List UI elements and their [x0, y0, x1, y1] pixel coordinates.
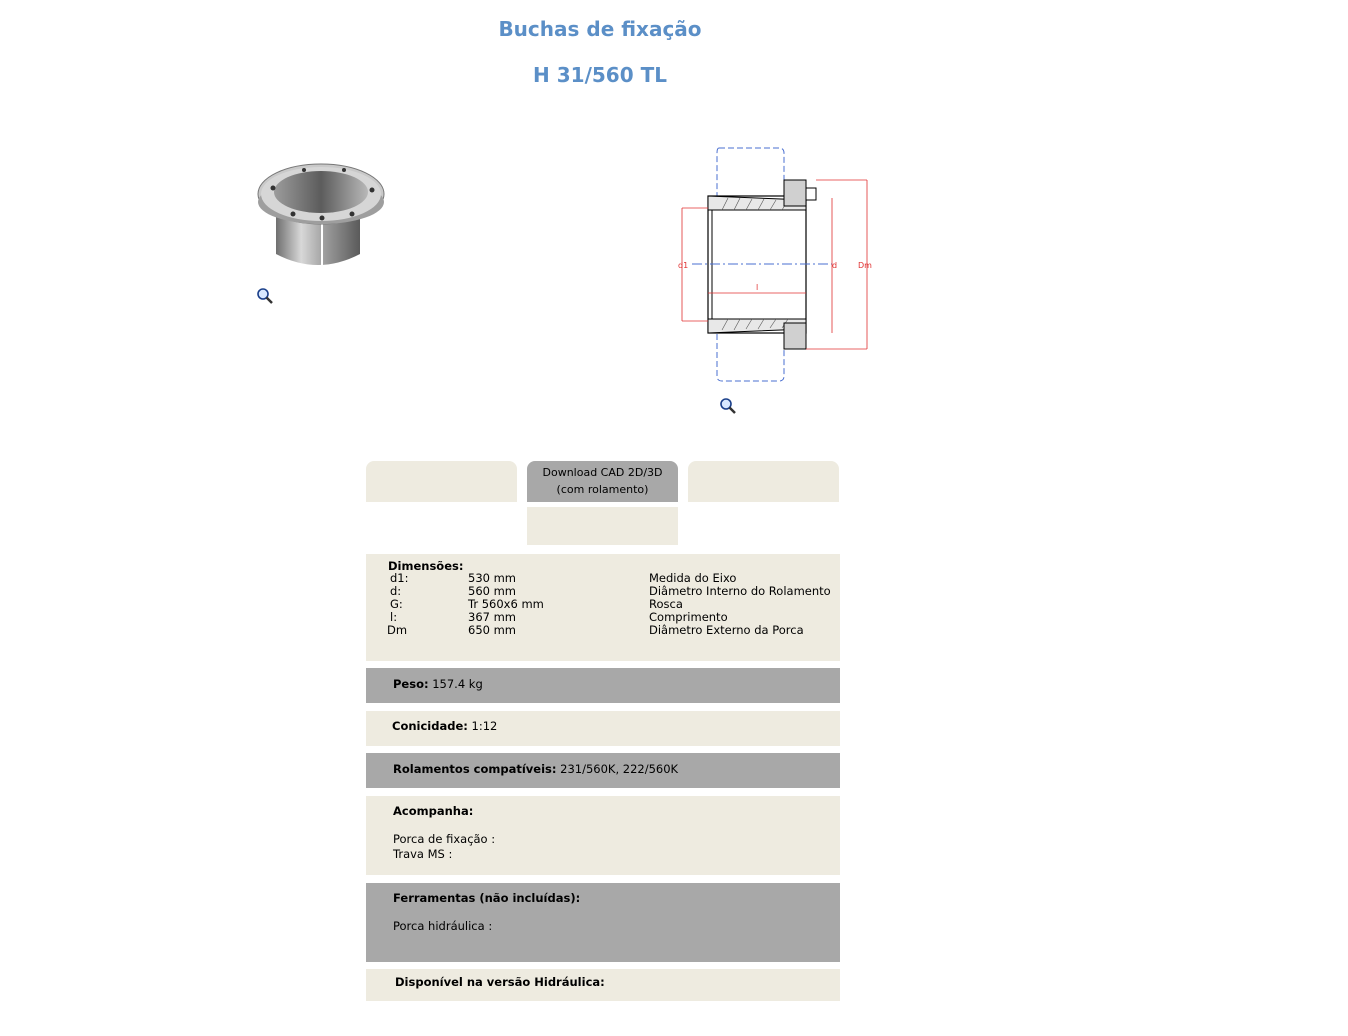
includes-label: Acompanha: — [393, 804, 474, 818]
dim-value: 650 mm — [468, 623, 517, 637]
weight-value: 157.4 kg — [428, 677, 483, 691]
tab-download-cad[interactable] — [527, 461, 678, 502]
tools-panel — [366, 883, 840, 962]
tab-empty-right — [688, 461, 839, 502]
tab-download-cad-label: Download CAD 2D/3D — [542, 466, 663, 479]
dim-label: d: — [390, 584, 402, 598]
includes-panel — [366, 796, 840, 875]
tab-empty-left — [366, 461, 517, 502]
label-d1: d1 — [678, 261, 689, 270]
dim-description: Diâmetro Externo da Porca — [649, 623, 804, 637]
label-dm: Dm — [858, 261, 872, 270]
tools-item: Porca hidráulica : — [393, 919, 493, 933]
weight-label: Peso: — [393, 677, 429, 691]
dim-description: Diâmetro Interno do Rolamento — [649, 584, 831, 598]
dim-value: 530 mm — [468, 571, 517, 585]
hydraulic-version-label: Disponível na versão Hidráulica: — [395, 975, 605, 989]
includes-item: Porca de fixação : — [393, 832, 496, 846]
dimensions-heading: Dimensões: — [388, 559, 464, 573]
magnifier-icon[interactable] — [719, 397, 737, 415]
compatible-bearings-panel — [366, 753, 840, 788]
dim-value: Tr 560x6 mm — [468, 597, 544, 611]
includes-item: Trava MS : — [393, 847, 453, 861]
magnifier-icon[interactable] — [256, 287, 274, 305]
dim-description: Medida do Eixo — [649, 571, 737, 585]
dim-value: 367 mm — [468, 610, 517, 624]
dim-value: 560 mm — [468, 584, 517, 598]
dim-label: d1: — [390, 571, 409, 585]
dim-description: Rosca — [649, 597, 683, 611]
taper-value: 1:12 — [467, 719, 498, 733]
compatible-bearings-label: Rolamentos compatíveis: — [393, 762, 557, 776]
weight-panel — [366, 668, 840, 703]
dim-label: l: — [390, 610, 398, 624]
dim-description: Comprimento — [649, 610, 728, 624]
technical-drawing — [672, 138, 882, 388]
page-title: Buchas de fixação — [498, 17, 702, 41]
tools-label: Ferramentas (não incluídas): — [393, 891, 581, 905]
dimensions-panel — [366, 554, 840, 661]
label-l: l — [756, 283, 759, 292]
tab-download-cad-content — [527, 507, 678, 545]
dim-label: G: — [390, 597, 403, 611]
label-d: d — [832, 261, 838, 270]
compatible-bearings-value: 231/560K, 222/560K — [556, 762, 679, 776]
product-model: H 31/560 TL — [533, 63, 667, 87]
taper-label: Conicidade: — [392, 719, 468, 733]
hydraulic-version-panel — [366, 969, 840, 1001]
tab-download-cad-sublabel: (com rolamento) — [556, 483, 649, 496]
product-photo — [248, 150, 396, 280]
taper-panel — [366, 711, 840, 746]
dim-label: Dm — [387, 623, 408, 637]
